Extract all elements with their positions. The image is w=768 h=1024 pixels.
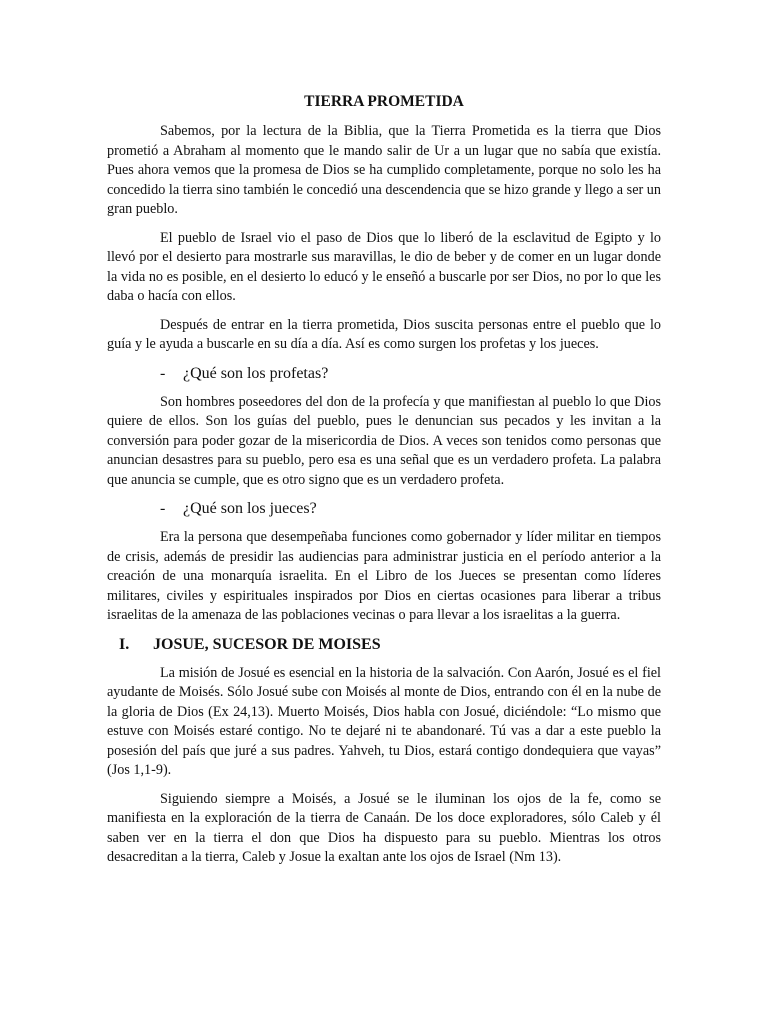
question-prophets-heading bbox=[160, 364, 661, 384]
question-prophets-text: ¿Qué son los profetas? bbox=[183, 364, 329, 382]
paragraph-josue-faith: Siguiendo siempre a Moisés, a Josué se le iluminan los ojos de la fe, como se manifiesta en la exploración de la tierra de Canaán. De los doce exploradores, sólo Caleb y él saben ver en la tierra el don que Dios ha dispuesto para su pueblo. Mientras los otros desacreditan a la tierra, Caleb y Josue la exaltan ante los ojos de Israel (Nm 13). bbox=[107, 790, 661, 865]
paragraph-israel-desert: El pueblo de Israel vio el paso de Dios que lo liberó de la esclavitud de Egipto y lo llevó por el desierto para mostrarle sus maravillas, le dio de beber y de comer en un lugar donde la vida no es posible, en el desierto lo educó y le enseñó a buscarle por ser Dios, no por lo que les daba o hacía con ellos. bbox=[107, 229, 661, 304]
document-page bbox=[107, 92, 661, 877]
section-heading-josue bbox=[119, 635, 661, 655]
section-number: I. bbox=[119, 635, 130, 653]
question-judges-heading bbox=[160, 499, 661, 519]
section-title: JOSUE, SUCESOR DE MOISES bbox=[153, 635, 381, 653]
list-dash: - bbox=[160, 500, 166, 517]
document-title: TIERRA PROMETIDA bbox=[304, 93, 464, 110]
paragraph-prophets-judges-intro: Después de entrar en la tierra prometida, Dios suscita personas entre el pueblo que lo guía y le ayuda a buscarle en su día a día. Así es como surgen los profetas y los jueces. bbox=[107, 316, 661, 352]
question-judges-text: ¿Qué son los jueces? bbox=[183, 500, 317, 517]
paragraph-prophets: Son hombres poseedores del don de la profecía y que manifiestan al pueblo lo que Dios quiere de ellos. Son los guías del pueblo, pues le denuncian sus pecados y les invitan a la conversión para poder gozar de la misericordia de Dios. A veces son tenidos como personas que anuncian desastres para su pueblo, pero esa es una señal que es un verdadero profeta. La palabra que anuncia se cumple, que es otro signo que es un verdadero profeta. bbox=[107, 393, 661, 488]
list-dash: - bbox=[160, 364, 166, 382]
paragraph-judges: Era la persona que desempeñaba funciones como gobernador y líder militar en tiempos de crisis, además de presidir las audiencias para administrar justicia en el período anterior a la creación de una monarquía israelita. En el Libro de los Jueces se presentan como líderes militares, civiles y espirituales inspirados por Dios en ciertas ocasiones para liberar a tribus israelitas de la amenaza de las poblaciones vecinas o para llevar a los israelitas a la guerra. bbox=[107, 529, 661, 623]
paragraph-promised-land-intro: Sabemos, por la lectura de la Biblia, que la Tierra Prometida es la tierra que Dios prometió a Abraham al momento que le mando salir de Ur a un lugar que no sabía que existía. Pues ahora vemos que la promesa de Dios se ha cumplido completamente, porque no solo les ha concedido la tierra sino también le concedió una descendencia que se hizo grande y llego a ser un gran pueblo. bbox=[107, 123, 661, 217]
paragraph-josue-mission: La misión de Josué es esencial en la historia de la salvación. Con Aarón, Josué es el fiel ayudante de Moisés. Sólo Josué sube con Moisés al monte de Dios, entrando con él en la nube de la gloria de Dios (Ex 24,13). Muerto Moisés, Dios habla con Josué, diciéndole: “Lo mismo que estuve con Moisés estaré contigo. No te dejaré ni te abandonaré. Tú vas a dar a este pueblo la posesión del país que juré a sus padres. Yahveh, tu Dios, estará contigo dondequiera que vayas” (Jos 1,1-9). bbox=[107, 664, 661, 778]
